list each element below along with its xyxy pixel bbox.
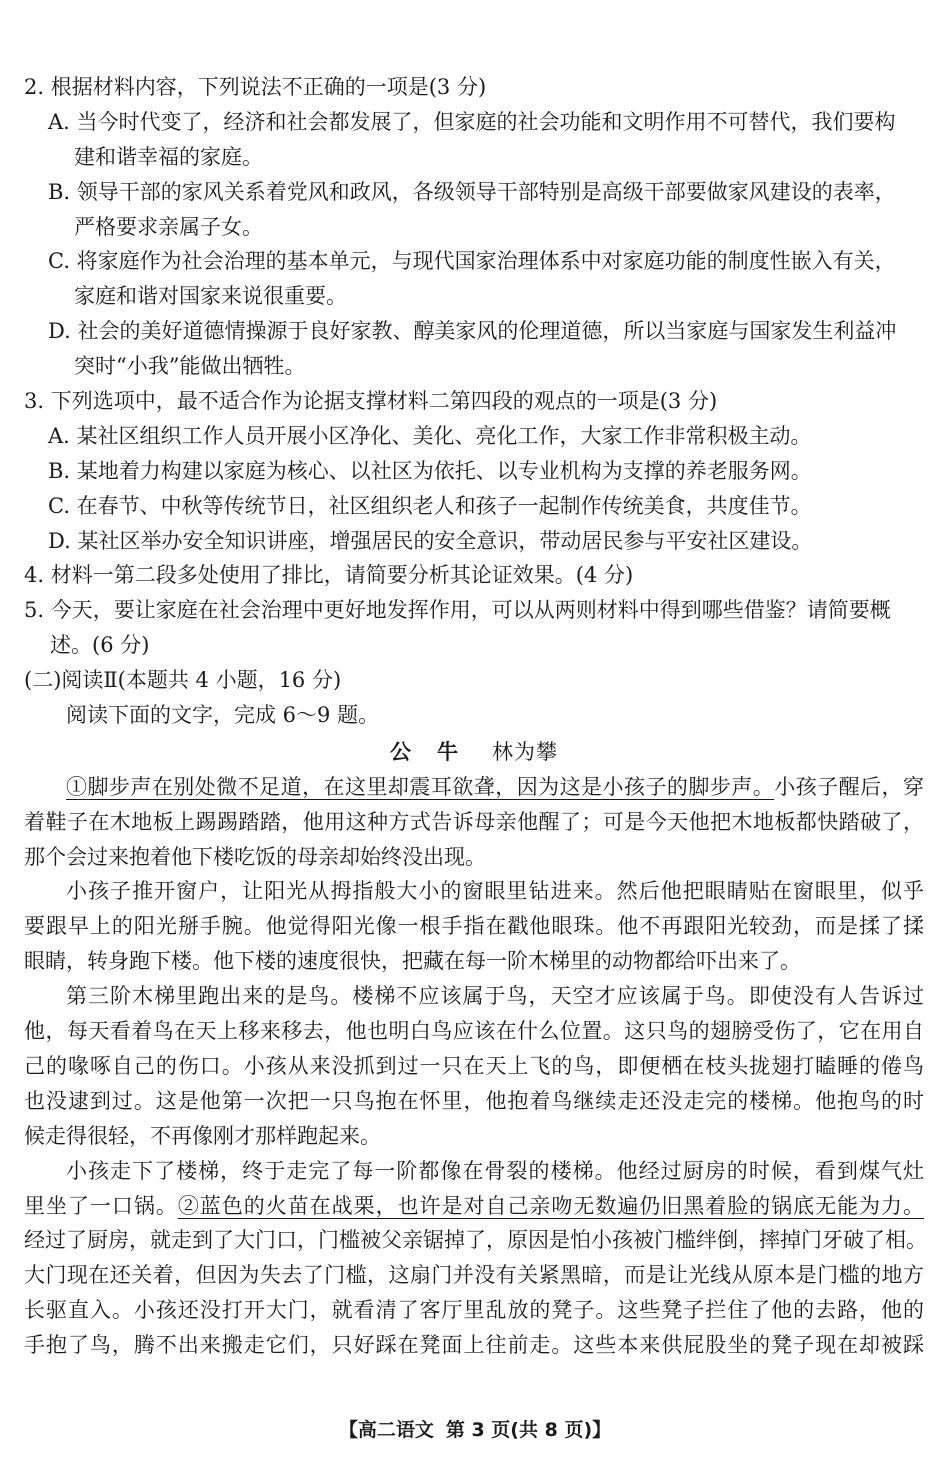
paragraph-4-line-4: 大门现在还关着，但因为失去了门槛，这扇门并没有关紧黑暗，而是让光线从原本是门槛的地方 — [24, 1263, 924, 1288]
question-5: 5. 今天，要让家庭在社会治理中更好地发挥作用，可以从两则材料中得到哪些借鉴？请简要概 — [24, 598, 891, 623]
paragraph-1-line-2: 着鞋子在木地板上踢踢踏踏，他用这种方式告诉母亲他醒了；可是今天他把木地板都快踏破了， — [24, 809, 924, 834]
footer-subject: 高二语文 — [357, 1419, 434, 1441]
footer-open-bracket: 【 — [338, 1419, 358, 1441]
question-2-option-c-cont: 家庭和谐对国家来说很重要。 — [74, 284, 347, 309]
question-3-stem: 3. 下列选项中，最不适合作为论据支撑材料二第四段的观点的一项是(3 分) — [24, 389, 718, 414]
story-title-line — [24, 735, 924, 770]
paragraph-1-line-1 — [24, 770, 924, 805]
paragraph-3-line-1: 第三阶木梯里跑出来的是鸟。楼梯不应该属于鸟，天空才应该属于鸟。即使没有人告诉过 — [66, 984, 924, 1009]
paragraph-2-line-2: 要跟早上的阳光掰手腕。他觉得阳光像一根手指在戳他眼珠。他不再跟阳光较劲，而是揉了揉 — [24, 914, 924, 939]
question-2-option-d: D. 社会的美好道德情操源于良好家教、醇美家风的伦理道德，所以当家庭与国家发生利益冲 — [48, 319, 897, 344]
page-footer — [0, 1415, 950, 1442]
footer-page-number: 第 3 页(共 8 页) — [445, 1419, 593, 1441]
paragraph-4-line-5: 长驱直入。小孩还没打开大门，就看清了客厅里乱放的凳子。这些凳子拦住了他的去路，他的 — [24, 1298, 924, 1323]
question-2-stem: 2. 根据材料内容，下列说法不正确的一项是(3 分) — [24, 75, 487, 99]
question-5-cont: 述。(6 分) — [50, 633, 150, 658]
question-2-option-d-cont: 突时“小我”能做出牺牲。 — [74, 354, 306, 379]
paragraph-3-line-4: 也没逮到过。这是他第一次把一只鸟抱在怀里，他抱着鸟继续走还没走完的楼梯。他抱鸟的时 — [24, 1088, 924, 1113]
paragraph-4-line-6: 手抱了鸟，腾不出来搬走它们，只好踩在凳面上往前走。这些本来供屁股坐的凳子现在却被踩 — [24, 1333, 924, 1358]
paragraph-4-line-1: 小孩走下了楼梯，终于走完了每一阶都像在骨裂的楼梯。他经过厨房的时候，看到煤气灶 — [66, 1158, 924, 1183]
footer-close-bracket: 】 — [592, 1419, 612, 1441]
paragraph-2-line-1: 小孩子推开窗户，让阳光从拇指般大小的窗眼里钻进来。然后他把眼睛贴在窗眼里，似乎 — [66, 879, 924, 904]
paragraph-2-line-3: 眼睛，转身跑下楼。他下楼的速度很快，把藏在每一阶木梯里的动物都给吓出来了。 — [24, 949, 801, 974]
question-3-option-d: D. 某社区举办安全知识讲座，增强居民的安全意识，带动居民参与平安社区建设。 — [48, 528, 813, 553]
question-2-option-c: C. 将家庭作为社会治理的基本单元，与现代国家治理体系中对家庭功能的制度性嵌入有关， — [48, 249, 896, 274]
question-2-option-b-cont: 严格要求亲属子女。 — [74, 214, 263, 239]
question-4: 4. 材料一第二段多处使用了排比，请简要分析其论证效果。(4 分) — [24, 563, 634, 588]
question-2-option-a-cont: 建和谐幸福的家庭。 — [74, 144, 263, 169]
underlined-sentence-2: ②蓝色的火苗在战栗，也许是对自己亲吻无数遍仍旧黑着脸的锅底无能为力。 — [177, 1193, 925, 1218]
page-content — [24, 70, 927, 1363]
question-2-option-a: A. 当今时代变了，经济和社会都发展了，但家庭的社会功能和文明作用不可替代，我们要构 — [48, 109, 896, 134]
paragraph-3-line-5: 候走得很轻，不再像刚才那样跑起来。 — [24, 1123, 381, 1148]
question-3-option-c: C. 在春节、中秋等传统节日，社区组织老人和孩子一起制作传统美食，共度佳节。 — [48, 493, 812, 518]
paragraph-1-line-3: 那个会过来抱着他下楼吃饭的母亲却始终没出现。 — [24, 844, 486, 869]
section-heading: (二)阅读Ⅱ(本题共 4 小题，16 分) — [24, 668, 342, 693]
paragraph-3-line-2: 他，每天看着鸟在天上移来移去，他也明白鸟应该在什么位置。这只鸟的翅膀受伤了，它在用自 — [24, 1019, 924, 1044]
paragraph-3-line-3: 己的喙啄自己的伤口。小孩从来没抓到过一只在天上飞的鸟，即便栖在枝头拢翅打瞌睡的倦鸟 — [24, 1053, 924, 1078]
underlined-sentence-1: ①脚步声在别处微不足道，在这里却震耳欲聋，因为这是小孩子的脚步声。 — [66, 774, 775, 799]
question-2-option-b: B. 领导干部的家风关系着党风和政风，各级领导干部特别是高级干部要做家风建设的表率， — [48, 179, 896, 204]
story-author: 林为攀 — [492, 739, 558, 764]
question-3-option-a: A. 某社区组织工作人员开展小区净化、美化、亮化工作，大家工作非常积极主动。 — [48, 423, 812, 448]
paragraph-4-line-2-start: 里坐了一口锅。 — [24, 1193, 178, 1218]
paragraph-4-line-3: 经过了厨房，就走到了大门口，门槛被父亲锯掉了，原因是怕小孩被门槛绊倒，摔掉门牙破了相。 — [24, 1228, 927, 1253]
section-instruction: 阅读下面的文字，完成 6～9 题。 — [66, 703, 380, 728]
story-title: 公牛 — [390, 738, 484, 764]
paragraph-4-line-2 — [24, 1189, 924, 1224]
paragraph-1-line-1-rest: 小孩子醒后，穿 — [774, 774, 925, 799]
question-3-option-b: B. 某地着力构建以家庭为核心、以社区为依托、以专业机构为支撑的养老服务网。 — [48, 458, 812, 483]
